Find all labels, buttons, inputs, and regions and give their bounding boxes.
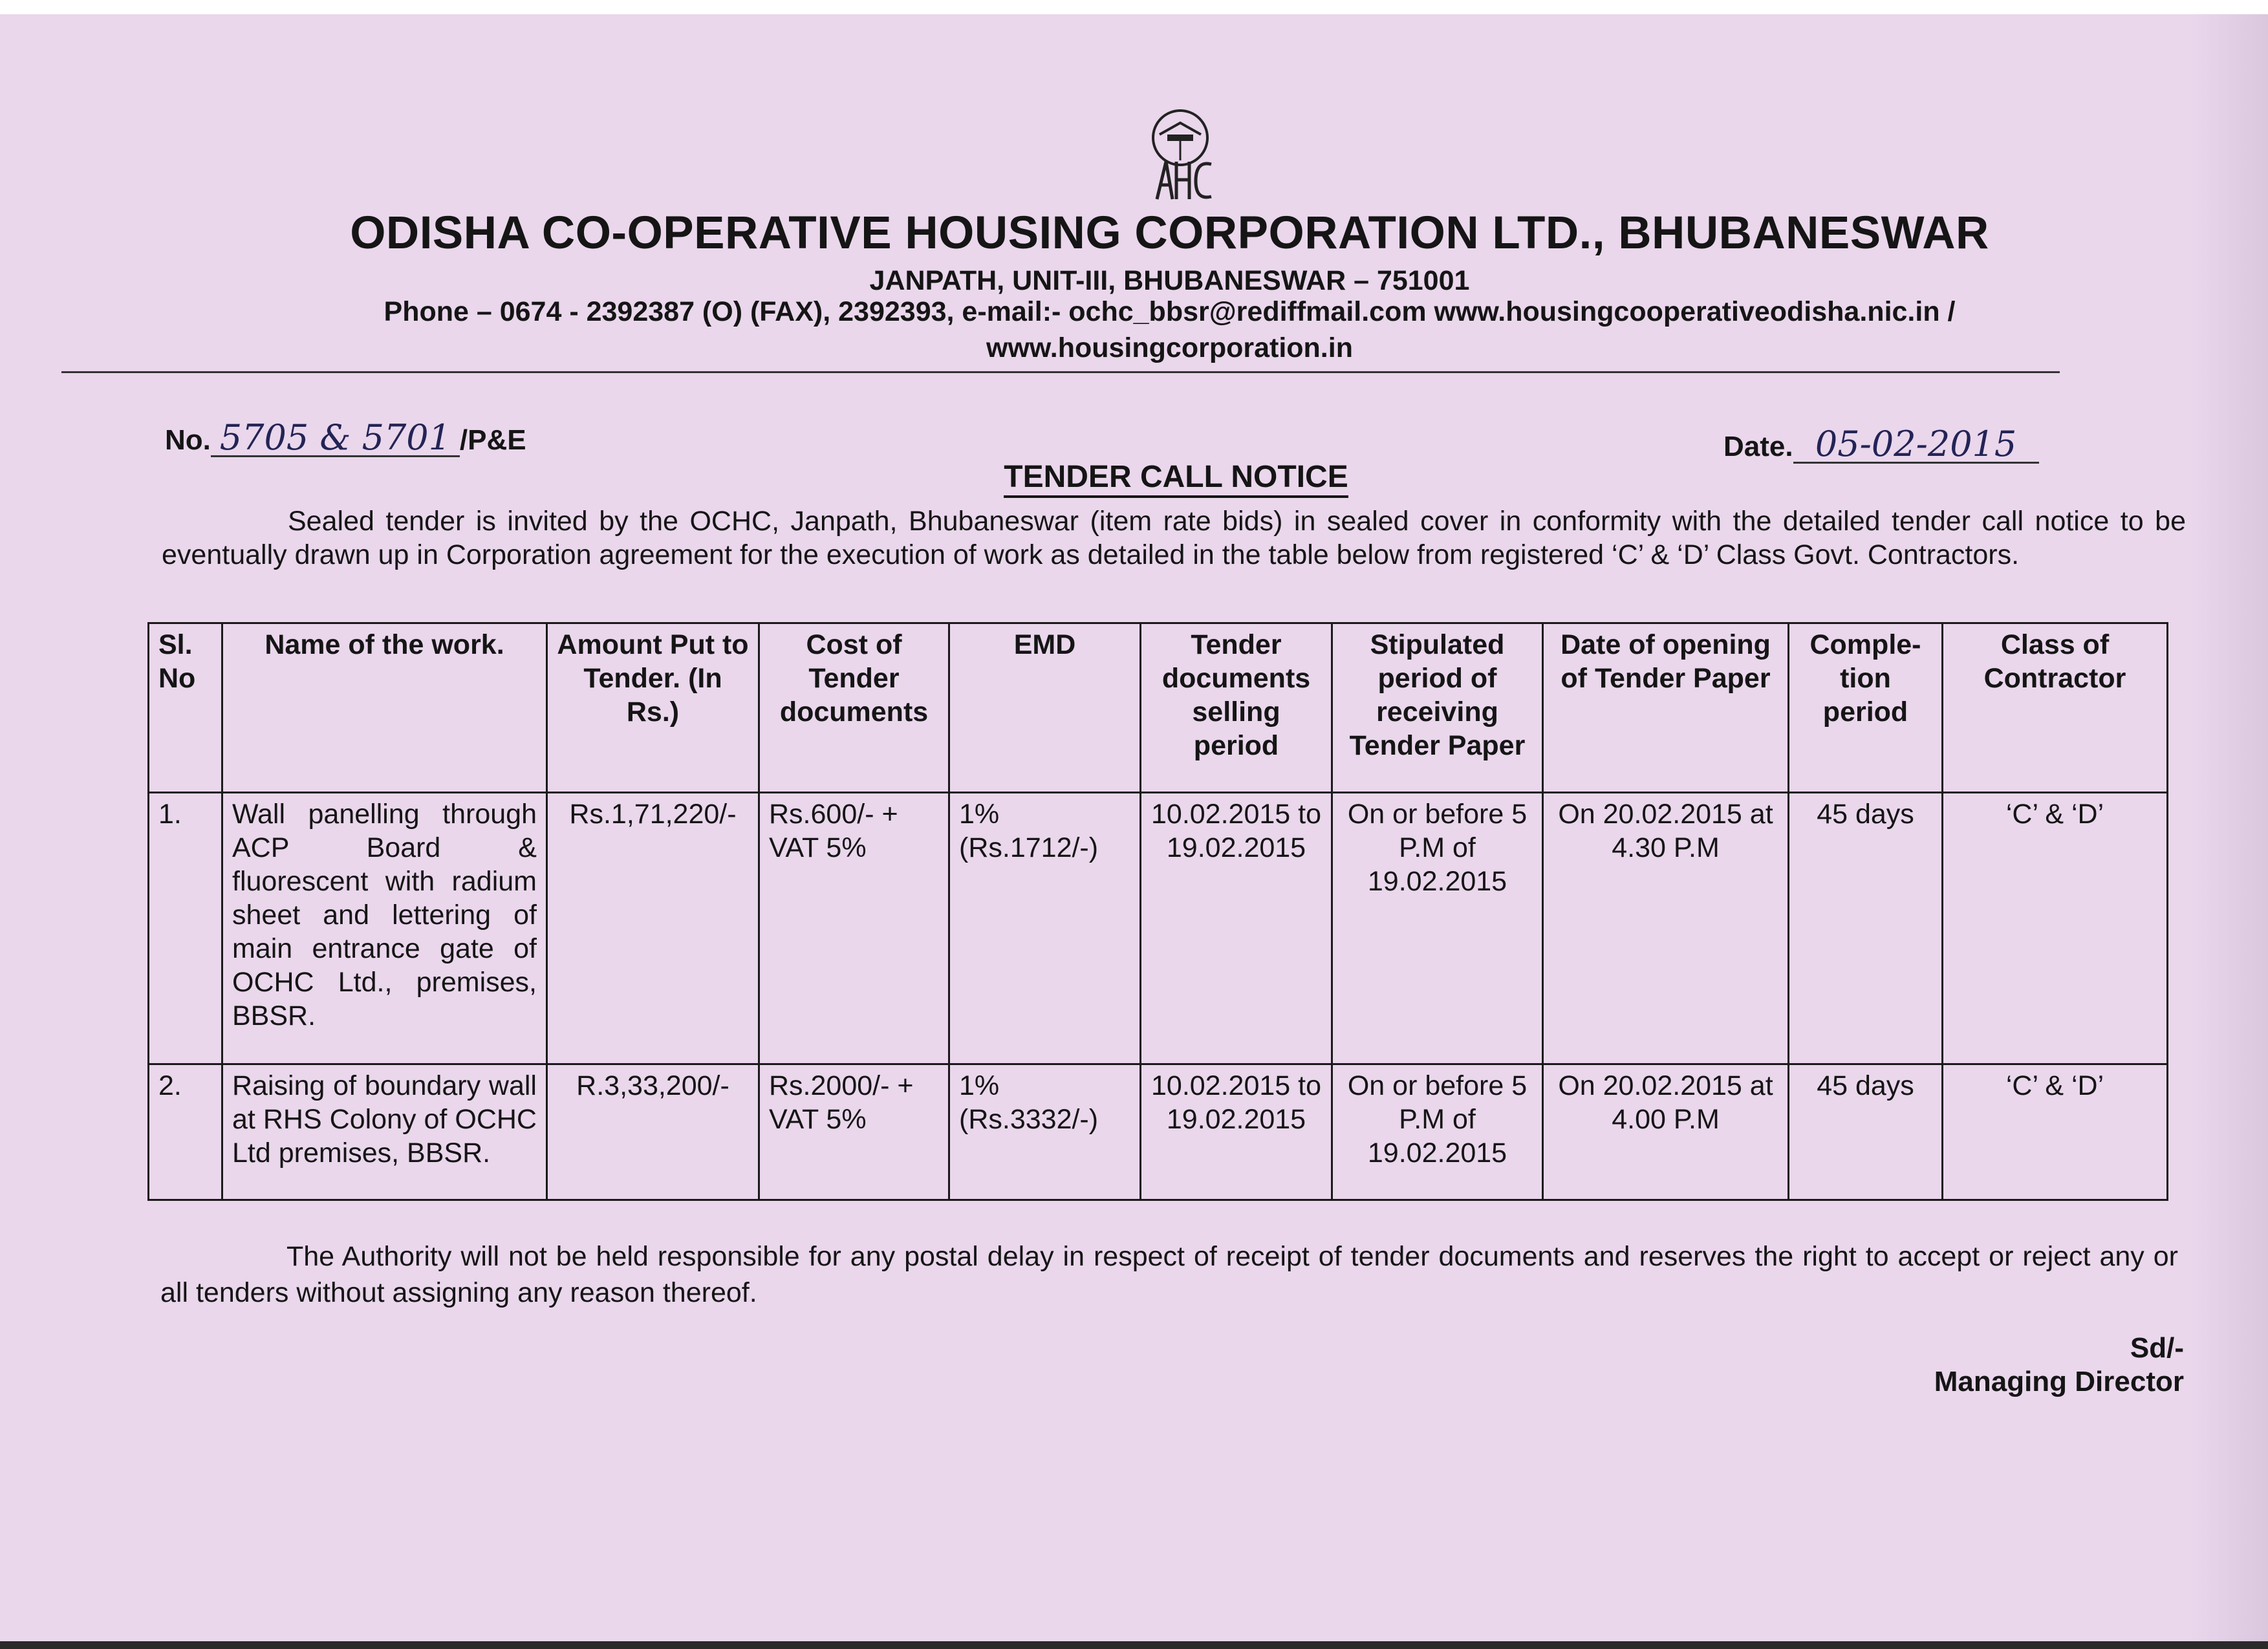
table-row (149, 793, 2168, 1064)
notice-date-value: 05-02-2015 (1793, 427, 2039, 464)
cell-work: Raising of boundary wall at RHS Colony of OCHC Ltd premises, BBSR. (222, 1064, 547, 1200)
header-work: Name of the work. (222, 623, 547, 793)
cell-opening-date: On 20.02.2015 at 4.30 P.M (1543, 793, 1789, 1064)
reference-number-label: No. (165, 424, 211, 456)
cell-sl-no: 1. (149, 793, 222, 1064)
cell-emd: 1% (Rs.1712/-) (949, 793, 1141, 1064)
header-class: Class of Contractor (1943, 623, 2168, 793)
header-sl-no: Sl. No (149, 623, 222, 793)
intro-paragraph-wrapper (162, 504, 2186, 572)
cell-work: Wall panelling through ACP Board & fluorescent with radium sheet and lettering of main entrance gate of OCHC Ltd., premises, BBSR. (222, 793, 547, 1064)
reference-number (165, 417, 526, 458)
header-amount: Amount Put to Tender. (In Rs.) (547, 623, 759, 793)
scan-bottom-edge (0, 1641, 2268, 1649)
page-edge-shade (2190, 14, 2268, 1649)
contact-line: Phone – 0674 - 2392387 (O) (FAX), 2392393, e-mail:- ochc_bbsr@rediffmail.com www.housingcooperativeodisha.nic.in / (383, 296, 1956, 327)
organization-address: JANPATH, UNIT-III, BHUBANESWAR – 751001 (869, 265, 1470, 296)
cell-receiving-period: On or before 5 P.M of 19.02.2015 (1332, 1064, 1543, 1200)
signature: Sd/- (2130, 1332, 2184, 1364)
table-header-row (149, 623, 2168, 793)
cell-sl-no: 2. (149, 1064, 222, 1200)
cell-class: ‘C’ & ‘D’ (1943, 1064, 2168, 1200)
header-cost: Cost of Tender documents (759, 623, 949, 793)
header-completion: Comple- tion period (1789, 623, 1943, 793)
reference-number-suffix: /P&E (459, 424, 526, 456)
cell-selling-period: 10.02.2015 to 19.02.2015 (1141, 793, 1332, 1064)
reference-number-value: 5705 & 5701 (211, 420, 460, 457)
intro-paragraph: Sealed tender is invited by the OCHC, Janpath, Bhubaneswar (item rate bids) in sealed cover in conformity with the detailed tender call notice to be eventually drawn up in Corporation agreement for the execution of work as detailed in the table below from registered ‘C’ & ‘D’ Class Govt. Contractors. (162, 506, 2186, 570)
disclaimer-wrapper (160, 1238, 2178, 1311)
cell-amount: Rs.1,71,220/- (547, 793, 759, 1064)
notice-title-text: TENDER CALL NOTICE (1004, 460, 1348, 498)
notice-date-label: Date. (1723, 431, 1793, 462)
cell-completion: 45 days (1789, 1064, 1943, 1200)
cell-completion: 45 days (1789, 793, 1943, 1064)
cell-cost: Rs.2000/- + VAT 5% (759, 1064, 949, 1200)
header-selling-period: Tender documents selling period (1141, 623, 1332, 793)
header-opening-date: Date of opening of Tender Paper (1543, 623, 1789, 793)
tender-table (147, 622, 2168, 1201)
cell-class: ‘C’ & ‘D’ (1943, 793, 2168, 1064)
cell-cost: Rs.600/- + VAT 5% (759, 793, 949, 1064)
cell-selling-period: 10.02.2015 to 19.02.2015 (1141, 1064, 1332, 1200)
cell-emd: 1% (Rs.3332/-) (949, 1064, 1141, 1200)
header-receiving-period: Stipulated period of receiving Tender Paper (1332, 623, 1543, 793)
corporation-logo-icon (1141, 109, 1219, 206)
header-emd: EMD (949, 623, 1141, 793)
notice-date (1723, 424, 2039, 464)
cell-opening-date: On 20.02.2015 at 4.00 P.M (1543, 1064, 1789, 1200)
website-line: www.housingcorporation.in (986, 332, 1353, 363)
cell-receiving-period: On or before 5 P.M of 19.02.2015 (1332, 793, 1543, 1064)
disclaimer-paragraph: The Authority will not be held responsible for any postal delay in respect of receipt of tender documents and reserves the right to accept or reject any or all tenders without assigning any reason thereof. (160, 1241, 2178, 1308)
notice-title (42, 459, 2268, 495)
cell-amount: R.3,33,200/- (547, 1064, 759, 1200)
organization-name: ODISHA CO-OPERATIVE HOUSING CORPORATION LTD., BHUBANESWAR (350, 208, 1989, 259)
signatory-designation: Managing Director (1934, 1366, 2184, 1397)
table-row (149, 1064, 2168, 1200)
header-divider (61, 371, 2060, 373)
